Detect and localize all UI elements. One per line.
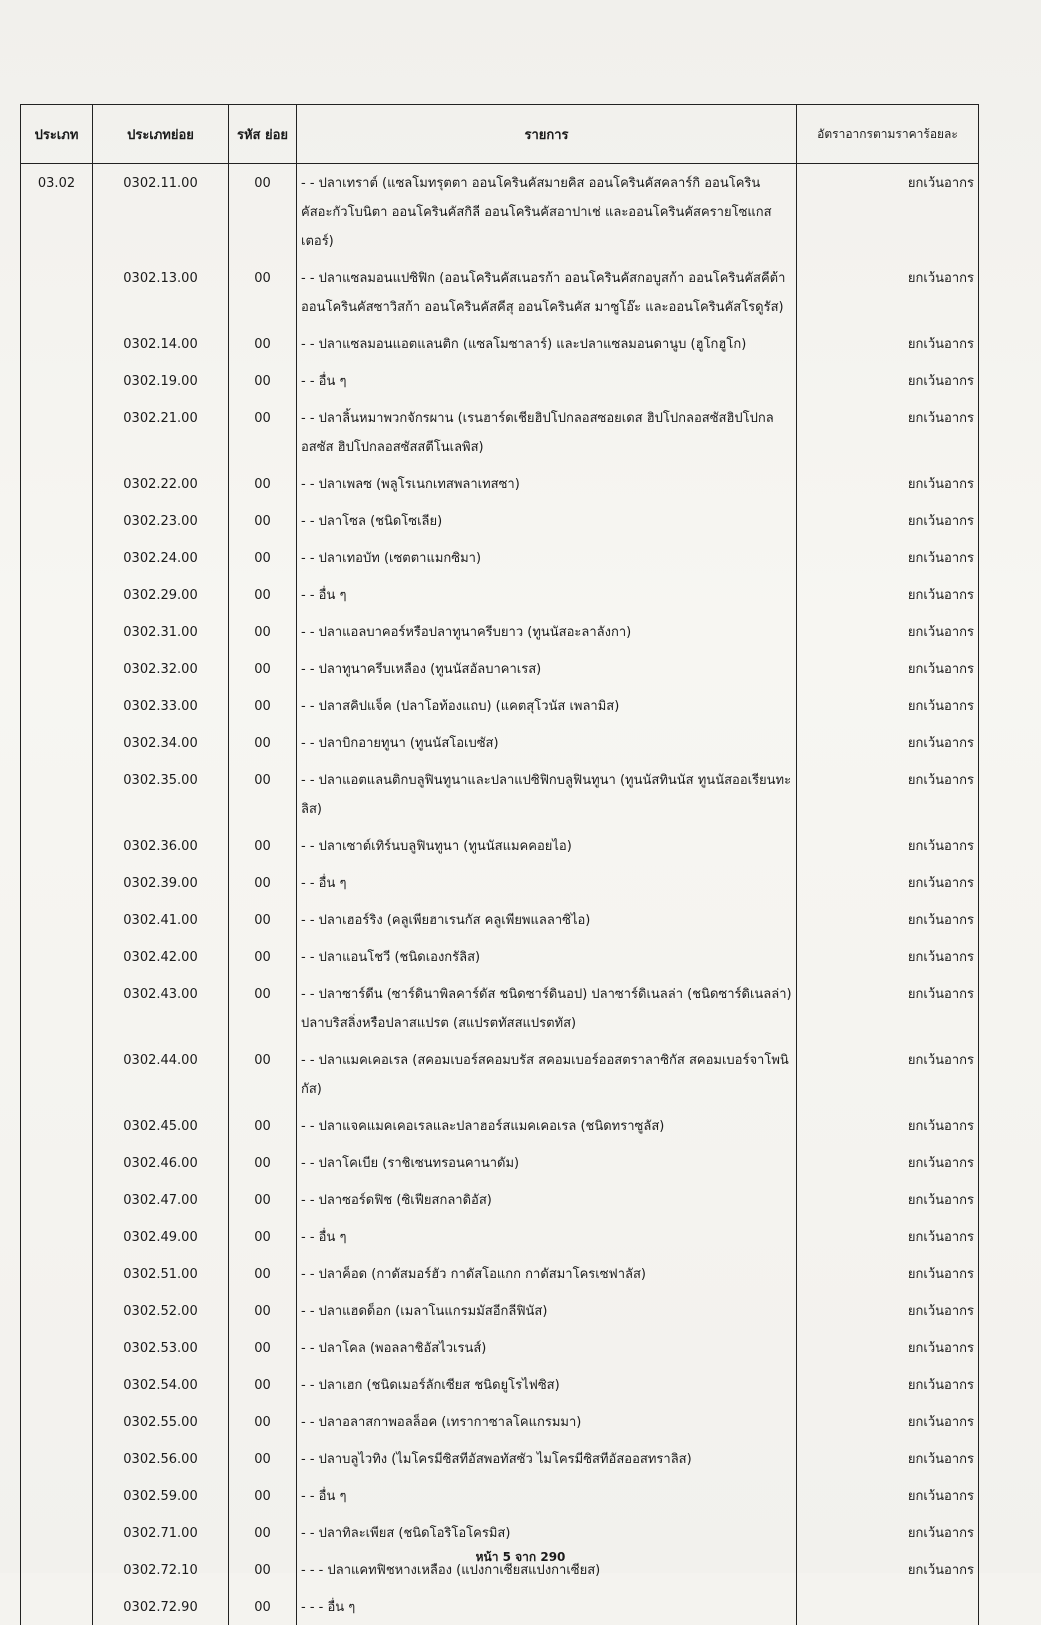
category-cell [21, 724, 93, 761]
subcategory-cell: 0302.23.00 [93, 502, 229, 539]
description-cell: - - ปลาซาร์ดีน (ซาร์ดินาพิลคาร์ดัส ชนิดซาร์ดินอป) ปลาซาร์ดิเนลล่า (ชนิดซาร์ดิเนลล่า) ปลาบริสลิ่งหรือปลาสแปรต (สแปรตทัสสแปรตทัส) [297, 975, 797, 1041]
subcategory-cell: 0302.34.00 [93, 724, 229, 761]
rate-cell: ยกเว้นอากร [797, 1292, 979, 1329]
page-number: หน้า 5 จาก 290 [0, 1548, 1041, 1567]
subcategory-cell: 0302.24.00 [93, 539, 229, 576]
subcategory-cell: 0302.72.90 [93, 1588, 229, 1625]
code-cell: 00 [229, 465, 297, 502]
rate-cell: ยกเว้นอากร [797, 864, 979, 901]
subcategory-cell: 0302.72.10 [93, 1551, 229, 1588]
table-row [21, 1144, 979, 1181]
rate-cell: ยกเว้นอากร [797, 259, 979, 325]
description-cell: - - ปลาเทอบัท (เซตตาแมกซิมา) [297, 539, 797, 576]
subcategory-cell: 0302.41.00 [93, 901, 229, 938]
description-cell: - - ปลาเซาต์เทิร์นบลูฟินทูนา (ทูนนัสแมคคอยไอ) [297, 827, 797, 864]
category-cell [21, 1514, 93, 1551]
description-cell: - - ปลาเพลซ (พลูโรเนกเทสพลาเทสซา) [297, 465, 797, 502]
table-row [21, 259, 979, 325]
code-cell: 00 [229, 1366, 297, 1403]
header-subcategory: ประเภทย่อย [93, 105, 229, 164]
subcategory-cell: 0302.19.00 [93, 362, 229, 399]
table-row [21, 1041, 979, 1107]
category-cell [21, 502, 93, 539]
subcategory-cell: 0302.59.00 [93, 1477, 229, 1514]
category-cell [21, 1181, 93, 1218]
subcategory-cell: 0302.13.00 [93, 259, 229, 325]
description-cell: - - ปลาโซล (ชนิดโซเลีย) [297, 502, 797, 539]
code-cell: 00 [229, 399, 297, 465]
category-cell [21, 539, 93, 576]
subcategory-cell: 0302.29.00 [93, 576, 229, 613]
description-cell: - - ปลาโคเบีย (ราชิเซนทรอนคานาดัม) [297, 1144, 797, 1181]
description-cell: - - ปลาแอนโชวี (ชนิดเองกรัลิส) [297, 938, 797, 975]
subcategory-cell: 0302.36.00 [93, 827, 229, 864]
rate-cell: ยกเว้นอากร [797, 325, 979, 362]
rate-cell: ยกเว้นอากร [797, 687, 979, 724]
table-row [21, 1255, 979, 1292]
header-rate: อัตราอากรตามราคาร้อยละ [797, 105, 979, 164]
code-cell: 00 [229, 761, 297, 827]
code-cell: 00 [229, 975, 297, 1041]
code-cell: 00 [229, 1551, 297, 1588]
subcategory-cell: 0302.46.00 [93, 1144, 229, 1181]
rate-cell: ยกเว้นอากร [797, 1440, 979, 1477]
code-cell: 00 [229, 1144, 297, 1181]
table-row [21, 399, 979, 465]
description-cell: - - ปลาแซลมอนแปซิฟิก (ออนโครินคัสเนอรก้า ออนโครินคัสกอบูสก้า ออนโครินคัสคีต้า ออนโครินคัสซาวิสก้า ออนโครินคัสคีสุ ออนโครินคัส มาซูโอ๊ะ และออนโครินคัสโรดูรัส) [297, 259, 797, 325]
table-row [21, 1366, 979, 1403]
description-cell: - - ปลาเฮอร์ริง (คลูเพียฮาเรนกัส คลูเพียพแลลาซิไอ) [297, 901, 797, 938]
rate-cell: ยกเว้นอากร [797, 164, 979, 260]
header-description: รายการ [297, 105, 797, 164]
description-cell: - - ปลาเฮก (ชนิดเมอร์ลักเซียส ชนิดยูโรไฟซิส) [297, 1366, 797, 1403]
description-cell: - - ปลาแซลมอนแอตแลนติก (แซลโมซาลาร์) และปลาแซลมอนดานูบ (ฮูโกฮูโก) [297, 325, 797, 362]
code-cell: 00 [229, 325, 297, 362]
description-cell: - - - อื่น ๆ [297, 1588, 797, 1625]
table-row [21, 1588, 979, 1625]
code-cell: 00 [229, 362, 297, 399]
rate-cell: ยกเว้นอากร [797, 502, 979, 539]
table-row [21, 1514, 979, 1551]
subcategory-cell: 0302.52.00 [93, 1292, 229, 1329]
table-row [21, 576, 979, 613]
table-row [21, 1218, 979, 1255]
subcategory-cell: 0302.51.00 [93, 1255, 229, 1292]
table-row [21, 1181, 979, 1218]
rate-cell: ยกเว้นอากร [797, 1403, 979, 1440]
rate-cell: ยกเว้นอากร [797, 1329, 979, 1366]
code-cell: 00 [229, 901, 297, 938]
code-cell: 00 [229, 1107, 297, 1144]
table-row [21, 901, 979, 938]
table-row [21, 502, 979, 539]
description-cell: - - - ปลาแคทฟิชหางเหลือง (แปงกาเซียสแปงกาเซียส) [297, 1551, 797, 1588]
code-cell: 00 [229, 1041, 297, 1107]
header-category: ประเภท [21, 105, 93, 164]
description-cell: - - ปลาแจคแมคเคอเรลและปลาฮอร์สแมคเคอเรล (ชนิดทราซูลัส) [297, 1107, 797, 1144]
rate-cell: ยกเว้นอากร [797, 539, 979, 576]
category-cell [21, 325, 93, 362]
category-cell [21, 975, 93, 1041]
subcategory-cell: 0302.56.00 [93, 1440, 229, 1477]
description-cell: - - ปลาสคิปแจ็ค (ปลาโอท้องแถบ) (แคตสุโวนัส เพลามิส) [297, 687, 797, 724]
description-cell: - - ปลาแมคเคอเรล (สคอมเบอร์สคอมบรัส สคอมเบอร์ออสตราลาซิกัส สคอมเบอร์จาโพนิกัส) [297, 1041, 797, 1107]
rate-cell [797, 1588, 979, 1625]
category-cell [21, 827, 93, 864]
code-cell: 00 [229, 1440, 297, 1477]
table-body [21, 164, 979, 1625]
rate-cell: ยกเว้นอากร [797, 938, 979, 975]
code-cell: 00 [229, 1588, 297, 1625]
table-row [21, 1403, 979, 1440]
category-cell [21, 1403, 93, 1440]
description-cell: - - ปลาทิละเพียส (ชนิดโอริโอโครมิส) [297, 1514, 797, 1551]
category-cell: 03.02 [21, 164, 93, 260]
category-cell [21, 362, 93, 399]
code-cell: 00 [229, 864, 297, 901]
table-row [21, 864, 979, 901]
subcategory-cell: 0302.22.00 [93, 465, 229, 502]
table-row [21, 761, 979, 827]
rate-cell: ยกเว้นอากร [797, 1477, 979, 1514]
rate-cell: ยกเว้นอากร [797, 1107, 979, 1144]
subcategory-cell: 0302.55.00 [93, 1403, 229, 1440]
rate-cell: ยกเว้นอากร [797, 1255, 979, 1292]
rate-cell: ยกเว้นอากร [797, 724, 979, 761]
code-cell: 00 [229, 724, 297, 761]
description-cell: - - ปลาซอร์ดฟิช (ซิเฟียสกลาดิอัส) [297, 1181, 797, 1218]
code-cell: 00 [229, 1181, 297, 1218]
category-cell [21, 399, 93, 465]
rate-cell: ยกเว้นอากร [797, 1366, 979, 1403]
rate-cell: ยกเว้นอากร [797, 1181, 979, 1218]
table-row [21, 325, 979, 362]
table-row [21, 1477, 979, 1514]
category-cell [21, 864, 93, 901]
code-cell: 00 [229, 1292, 297, 1329]
table-row [21, 687, 979, 724]
category-cell [21, 1366, 93, 1403]
subcategory-cell: 0302.53.00 [93, 1329, 229, 1366]
table-row [21, 938, 979, 975]
description-cell: - - อื่น ๆ [297, 362, 797, 399]
rate-cell: ยกเว้นอากร [797, 901, 979, 938]
rate-cell: ยกเว้นอากร [797, 1551, 979, 1588]
rate-cell: ยกเว้นอากร [797, 1144, 979, 1181]
code-cell: 00 [229, 1403, 297, 1440]
rate-cell: ยกเว้นอากร [797, 1514, 979, 1551]
code-cell: 00 [229, 164, 297, 260]
description-cell: - - ปลาโคล (พอลลาชิอัสไวเรนส์) [297, 1329, 797, 1366]
subcategory-cell: 0302.44.00 [93, 1041, 229, 1107]
subcategory-cell: 0302.14.00 [93, 325, 229, 362]
subcategory-cell: 0302.71.00 [93, 1514, 229, 1551]
rate-cell: ยกเว้นอากร [797, 362, 979, 399]
table-row [21, 827, 979, 864]
description-cell: - - ปลาแอตแลนติกบลูฟินทูนาและปลาแปซิฟิกบลูฟินทูนา (ทูนนัสทินนัส ทูนนัสออเรียนทะลิส) [297, 761, 797, 827]
code-cell: 00 [229, 576, 297, 613]
category-cell [21, 465, 93, 502]
category-cell [21, 1329, 93, 1366]
category-cell [21, 1440, 93, 1477]
rate-cell: ยกเว้นอากร [797, 650, 979, 687]
table-row [21, 362, 979, 399]
category-cell [21, 901, 93, 938]
subcategory-cell: 0302.11.00 [93, 164, 229, 260]
table-row [21, 724, 979, 761]
table-row [21, 164, 979, 260]
code-cell: 00 [229, 1329, 297, 1366]
code-cell: 00 [229, 613, 297, 650]
category-cell [21, 1255, 93, 1292]
description-cell: - - ปลาบิกอายทูนา (ทูนนัสโอเบซัส) [297, 724, 797, 761]
rate-cell: ยกเว้นอากร [797, 827, 979, 864]
subcategory-cell: 0302.33.00 [93, 687, 229, 724]
table-row [21, 1329, 979, 1366]
category-cell [21, 576, 93, 613]
category-cell [21, 1107, 93, 1144]
subcategory-cell: 0302.32.00 [93, 650, 229, 687]
table-row [21, 613, 979, 650]
category-cell [21, 1292, 93, 1329]
code-cell: 00 [229, 687, 297, 724]
table-row [21, 1107, 979, 1144]
category-cell [21, 613, 93, 650]
category-cell [21, 1588, 93, 1625]
subcategory-cell: 0302.45.00 [93, 1107, 229, 1144]
table-row [21, 650, 979, 687]
description-cell: - - ปลาแฮดด็อก (เมลาโนแกรมมัสอีกลีฟินัส) [297, 1292, 797, 1329]
category-cell [21, 1041, 93, 1107]
table-row [21, 465, 979, 502]
code-cell: 00 [229, 827, 297, 864]
description-cell: - - อื่น ๆ [297, 576, 797, 613]
subcategory-cell: 0302.49.00 [93, 1218, 229, 1255]
category-cell [21, 650, 93, 687]
table-row [21, 1292, 979, 1329]
code-cell: 00 [229, 650, 297, 687]
tariff-table [20, 104, 979, 1625]
code-cell: 00 [229, 539, 297, 576]
rate-cell: ยกเว้นอากร [797, 975, 979, 1041]
description-cell: - - ปลาลิ้นหมาพวกจักรผาน (เรนฮาร์ดเชียฮิปโปกลอสซอยเดส ฮิปโปกลอสซัสฮิปโปกลอสซัส ฮิปโปกลอสซัสสตีโนเลพิส) [297, 399, 797, 465]
category-cell [21, 938, 93, 975]
description-cell: - - อื่น ๆ [297, 1477, 797, 1514]
description-cell: - - ปลาแอลบาคอร์หรือปลาทูนาครีบยาว (ทูนนัสอะลาลังกา) [297, 613, 797, 650]
description-cell: - - ปลาเทราต์ (แซลโมทรุตตา ออนโครินคัสมายคิส ออนโครินคัสคลาร์กิ ออนโครินคัสอะกัวโบนิตา ออนโครินคัสกิลี ออนโครินคัสอาปาเช่ และออนโครินคัสครายโซแกสเตอร์) [297, 164, 797, 260]
subcategory-cell: 0302.21.00 [93, 399, 229, 465]
code-cell: 00 [229, 1514, 297, 1551]
rate-cell: ยกเว้นอากร [797, 1218, 979, 1255]
table-row [21, 539, 979, 576]
subcategory-cell: 0302.31.00 [93, 613, 229, 650]
code-cell: 00 [229, 1255, 297, 1292]
rate-cell: ยกเว้นอากร [797, 465, 979, 502]
subcategory-cell: 0302.43.00 [93, 975, 229, 1041]
category-cell [21, 761, 93, 827]
rate-cell: ยกเว้นอากร [797, 576, 979, 613]
subcategory-cell: 0302.42.00 [93, 938, 229, 975]
description-cell: - - ปลาค็อด (กาดัสมอร์ฮัว กาดัสโอแกก กาดัสมาโครเซฟาลัส) [297, 1255, 797, 1292]
code-cell: 00 [229, 1477, 297, 1514]
rate-cell: ยกเว้นอากร [797, 399, 979, 465]
category-cell [21, 1477, 93, 1514]
description-cell: - - ปลาทูนาครีบเหลือง (ทูนนัสอัลบาคาเรส) [297, 650, 797, 687]
table-header-row [21, 105, 979, 164]
rate-cell: ยกเว้นอากร [797, 1041, 979, 1107]
description-cell: - - อื่น ๆ [297, 1218, 797, 1255]
category-cell [21, 1144, 93, 1181]
subcategory-cell: 0302.39.00 [93, 864, 229, 901]
code-cell: 00 [229, 1218, 297, 1255]
subcategory-cell: 0302.35.00 [93, 761, 229, 827]
subcategory-cell: 0302.54.00 [93, 1366, 229, 1403]
rate-cell: ยกเว้นอากร [797, 613, 979, 650]
code-cell: 00 [229, 938, 297, 975]
code-cell: 00 [229, 259, 297, 325]
category-cell [21, 687, 93, 724]
header-code: รหัส ย่อย [229, 105, 297, 164]
code-cell: 00 [229, 502, 297, 539]
description-cell: - - อื่น ๆ [297, 864, 797, 901]
table-row [21, 975, 979, 1041]
table-row [21, 1440, 979, 1477]
rate-cell: ยกเว้นอากร [797, 761, 979, 827]
category-cell [21, 259, 93, 325]
category-cell [21, 1218, 93, 1255]
description-cell: - - ปลาบลูไวทิง (ไมโครมีซิสทีอัสพอทัสซัว ไมโครมีซิสทีอัสออสทราลิส) [297, 1440, 797, 1477]
description-cell: - - ปลาอลาสกาพอลล็อค (เทรากาซาลโคแกรมมา) [297, 1403, 797, 1440]
subcategory-cell: 0302.47.00 [93, 1181, 229, 1218]
